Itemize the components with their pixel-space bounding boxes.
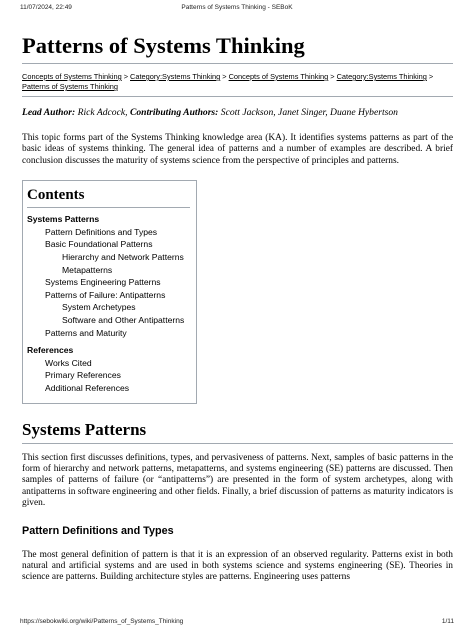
breadcrumb-link[interactable]: Concepts of Systems Thinking <box>22 72 122 81</box>
toc-item-patterns-of-failure[interactable]: Patterns of Failure: Antipatterns <box>45 289 166 300</box>
print-page-title: Patterns of Systems Thinking - SEBoK <box>181 4 293 11</box>
toc-item-software-antipatterns[interactable]: Software and Other Antipatterns <box>62 314 185 325</box>
breadcrumb-separator: > <box>222 72 227 81</box>
print-header <box>20 4 454 14</box>
toc-item-basic-foundational-patterns[interactable]: Basic Foundational Patterns <box>45 239 153 250</box>
section-paragraph: This section first discusses definitions, types, and pervasiveness of patterns. Next, samples of basic patterns in the form of hierarchy and network patterns, metapatterns, and systems engineering (SE) patterns are discussed. Then samples of patterns of failure (or “antipatterns”) are presented in the form of system archetypes, along with antipatterns in software engineering and other fields. Finally, a brief discussion of patterns as maturity indicators is given. <box>22 452 453 509</box>
breadcrumb-link[interactable]: Category:Systems Thinking <box>130 72 221 81</box>
breadcrumb-link[interactable]: Concepts of Systems Thinking <box>228 72 329 81</box>
lead-author-label: Lead Author: <box>22 107 76 118</box>
toc-item-systems-engineering-patterns[interactable]: Systems Engineering Patterns <box>45 277 161 288</box>
subsection-heading: Pattern Definitions and Types <box>22 524 174 537</box>
subsection-paragraph: The most general definition of pattern is that it is an expression of an observed regularity. Patterns exist in both natural and artificial systems and are used in both systems science and systems engineering (SE). Theories in science are patterns. Building architecture styles are patterns. Engineering uses patterns <box>22 549 453 583</box>
breadcrumb <box>22 72 453 92</box>
toc-item-hierarchy-network-patterns[interactable]: Hierarchy and Network Patterns <box>62 252 184 262</box>
breadcrumb-current[interactable]: Patterns of Systems Thinking <box>22 82 118 91</box>
lead-author-name: Rick Adcock, <box>77 107 128 118</box>
contributing-authors-names: Scott Jackson, Janet Singer, Duane Hybertson <box>220 107 398 118</box>
breadcrumb-separator: > <box>330 72 335 81</box>
breadcrumb-separator: > <box>428 72 434 81</box>
print-footer <box>20 618 454 628</box>
print-url: https://sebokwiki.org/wiki/Patterns_of_Systems_Thinking <box>20 618 184 625</box>
article <box>22 32 453 584</box>
breadcrumb-separator: > <box>123 72 129 81</box>
print-datetime: 11/07/2024, 22:49 <box>20 4 72 11</box>
breadcrumb-divider <box>22 96 453 97</box>
table-of-contents <box>22 180 197 403</box>
print-page-number: 1/11 <box>441 618 454 625</box>
breadcrumb-link[interactable]: Category:Systems Thinking <box>336 72 427 81</box>
toc-item-works-cited[interactable]: Works Cited <box>45 357 92 368</box>
section-heading: Systems Patterns <box>22 419 453 444</box>
toc-item-primary-references[interactable]: Primary References <box>45 370 121 381</box>
toc-item-metapatterns[interactable]: Metapatterns <box>62 264 113 275</box>
toc-item-pattern-definitions[interactable]: Pattern Definitions and Types <box>45 226 158 237</box>
toc-title: Contents <box>27 185 190 208</box>
toc-item-patterns-and-maturity[interactable]: Patterns and Maturity <box>45 327 127 338</box>
page-title: Patterns of Systems Thinking <box>22 32 453 64</box>
contributing-authors-label: Contributing Authors: <box>129 107 219 118</box>
toc-item-references[interactable]: References <box>27 345 74 356</box>
toc-item-systems-patterns[interactable]: Systems Patterns <box>27 214 100 225</box>
toc-item-additional-references[interactable]: Additional References <box>45 382 130 393</box>
author-line <box>22 107 453 119</box>
intro-paragraph: This topic forms part of the Systems Thinking knowledge area (KA). It identifies systems patterns as part of the basic ideas of systems thinking. The general idea of patterns and a number of examples are described. A brief conclusion discusses the maturity of systems science from the perspective of principles and patterns. <box>22 133 453 166</box>
toc-item-system-archetypes[interactable]: System Archetypes <box>62 302 136 313</box>
